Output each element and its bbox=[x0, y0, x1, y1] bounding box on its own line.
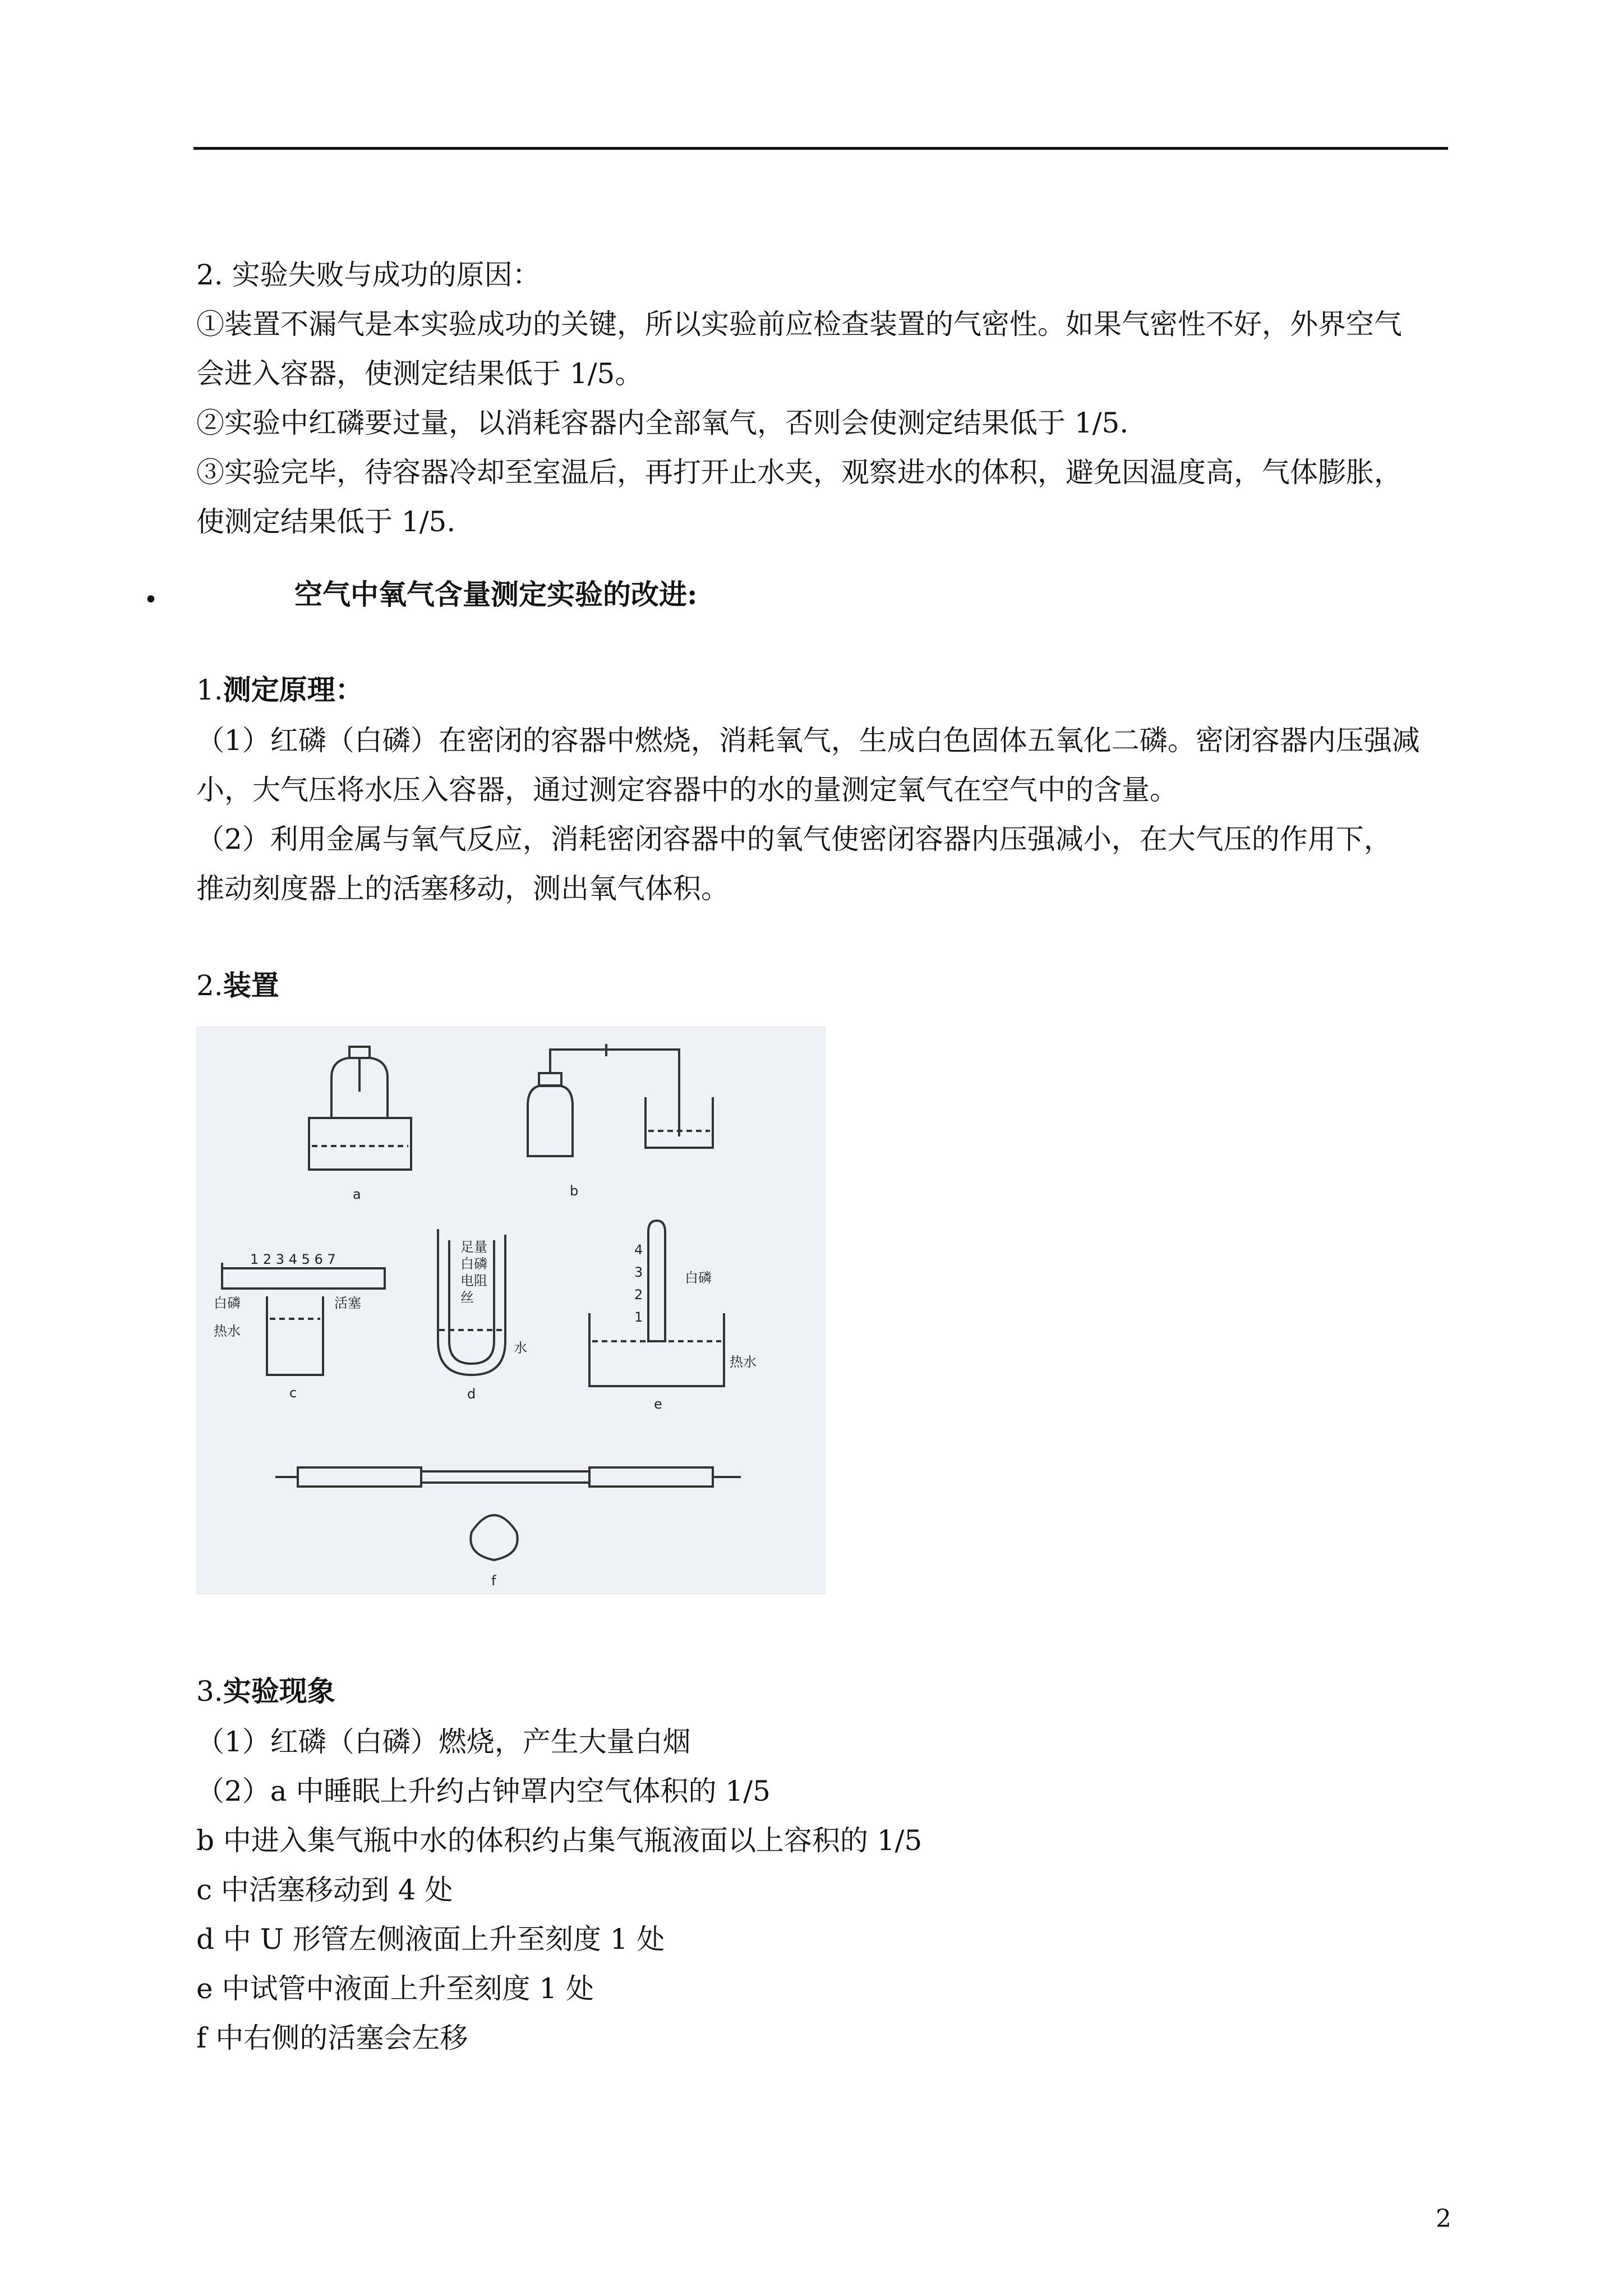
principle-p1-line2: 小，大气压将水压入容器，通过测定容器中的水的量测定氧气在空气中的含量。 bbox=[196, 774, 1178, 806]
figure-label-e: e bbox=[654, 1396, 662, 1412]
phenomenon-item: （1）红磷（白磷）燃烧，产生大量白烟 bbox=[196, 1726, 691, 1758]
apparatus-e bbox=[589, 1221, 724, 1386]
paragraph-excess-phosphorus: ②实验中红磷要过量，以消耗容器内全部氧气，否则会使测定结果低于 1/5. bbox=[196, 407, 1129, 439]
figure-label-white-p-d: 白磷 bbox=[460, 1256, 487, 1272]
phenomena-heading-number: 3. bbox=[196, 1675, 223, 1708]
figure-label-hot-water-e: 热水 bbox=[730, 1354, 757, 1370]
phenomenon-item: f 中右侧的活塞会左移 bbox=[196, 2022, 468, 2054]
figure-label-d: d bbox=[467, 1386, 476, 1402]
figure-label-b: b bbox=[570, 1183, 579, 1199]
phenomenon-item: （2）a 中睡眠上升约占钟罩内空气体积的 1/5 bbox=[196, 1775, 771, 1807]
paragraph-airtight-line1: ①装置不漏气是本实验成功的关键，所以实验前应检查装置的气密性。如果气密性不好，外界空气 bbox=[196, 308, 1402, 341]
figure-label-c: c bbox=[289, 1385, 297, 1401]
figure-label-f: f bbox=[491, 1573, 496, 1589]
apparatus-b bbox=[528, 1044, 713, 1156]
figure-scale-e-4: 4 bbox=[634, 1242, 643, 1258]
principle-heading-text: 测定原理： bbox=[223, 673, 363, 706]
principle-p2-line1: （2）利用金属与氧气反应，消耗密闭容器中的氧气使密闭容器内压强减小，在大气压的作用下， bbox=[196, 823, 1392, 855]
phenomena-heading-text: 实验现象 bbox=[223, 1674, 335, 1708]
apparatus-heading bbox=[196, 969, 279, 1002]
phenomenon-item: c 中活塞移动到 4 处 bbox=[196, 1874, 453, 1906]
figure-label-a: a bbox=[353, 1186, 361, 1202]
figure-scale-c: 1 2 3 4 5 6 7 bbox=[250, 1251, 336, 1267]
figure-label-piston: 活塞 bbox=[334, 1295, 361, 1311]
apparatus-diagram bbox=[197, 1027, 825, 1594]
principle-heading bbox=[196, 673, 363, 707]
header-rule bbox=[193, 147, 1448, 150]
paragraph-airtight-line2: 会进入容器，使测定结果低于 1/5。 bbox=[196, 357, 643, 390]
principle-p2-line2: 推动刻度器上的活塞移动，测出氧气体积。 bbox=[196, 872, 729, 905]
figure-label-resistor-2: 丝 bbox=[460, 1290, 474, 1305]
phenomena-heading bbox=[196, 1674, 335, 1708]
bullet-icon: • bbox=[144, 586, 158, 614]
section-heading-failure: 2. 实验失败与成功的原因： bbox=[196, 259, 541, 291]
figure-label-resistor-1: 电阻 bbox=[460, 1273, 487, 1289]
figure-label-water: 水 bbox=[514, 1340, 527, 1356]
paragraph-cooling-line1: ③实验完毕，待容器冷却至室温后，再打开止水夹，观察进水的体积，避免因温度高，气体膨胀， bbox=[196, 456, 1402, 489]
apparatus-a bbox=[309, 1047, 411, 1170]
apparatus-c bbox=[222, 1263, 385, 1375]
figure-label-enough: 足量 bbox=[460, 1239, 487, 1255]
phenomenon-item: b 中进入集气瓶中水的体积约占集气瓶液面以上容积的 1/5 bbox=[196, 1824, 923, 1857]
page-number: 2 bbox=[1436, 2205, 1451, 2233]
figure-scale-e-1: 1 bbox=[634, 1309, 643, 1325]
principle-p1-line1: （1）红磷（白磷）在密闭的容器中燃烧，消耗氧气，生成白色固体五氧化二磷。密闭容器内压强减 bbox=[196, 724, 1420, 757]
phenomenon-item: e 中试管中液面上升至刻度 1 处 bbox=[196, 1972, 594, 2005]
principle-heading-number: 1. bbox=[196, 674, 223, 706]
phenomenon-item: d 中 U 形管左侧液面上升至刻度 1 处 bbox=[196, 1923, 665, 1955]
section-title-improvement: 空气中氧气含量测定实验的改进: bbox=[294, 578, 698, 611]
apparatus-heading-text: 装置 bbox=[223, 969, 279, 1002]
apparatus-f bbox=[275, 1467, 741, 1560]
figure-label-white-p-c: 白磷 bbox=[214, 1295, 241, 1311]
figure-label-hot-water-c: 热水 bbox=[214, 1323, 241, 1339]
figure-label-white-p-e: 白磷 bbox=[685, 1270, 712, 1286]
apparatus-figure bbox=[196, 1027, 826, 1594]
paragraph-cooling-line2: 使测定结果低于 1/5. bbox=[196, 505, 456, 538]
figure-scale-e-2: 2 bbox=[634, 1287, 643, 1303]
figure-scale-e-3: 3 bbox=[634, 1264, 643, 1280]
apparatus-heading-number: 2. bbox=[196, 969, 223, 1002]
